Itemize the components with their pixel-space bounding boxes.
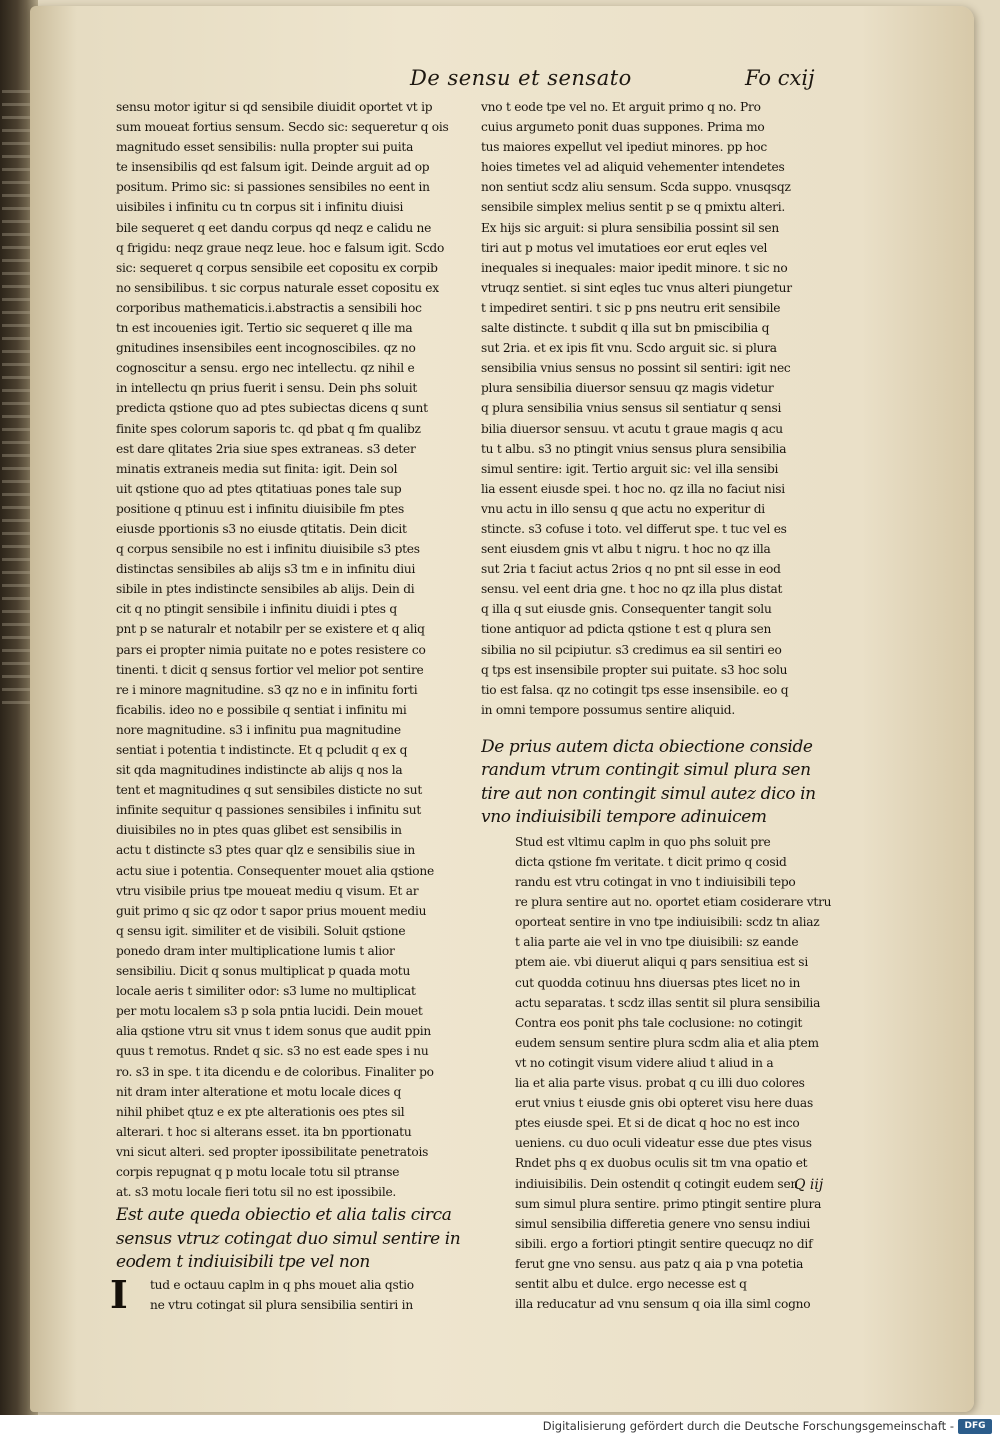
text-line: plura sensibilia diuersor sensuu qz magis videtur <box>481 381 774 396</box>
text-line: ferut gne vno sensu. aus patz q aia p vna potetia <box>515 1256 804 1271</box>
text-line: at. s3 motu locale fieri totu sil no est ipossibile. <box>116 1185 397 1200</box>
text-line: indiuisibilis. Dein ostendit q cotingit eudem sen <box>515 1176 798 1191</box>
text-line: q frigidu: neqz graue neqz leue. hoc e falsum igit. Scdo <box>116 240 445 255</box>
text-line: oporteat sentire in vno tpe indiuisibili: scdz tn aliaz <box>515 915 820 930</box>
text-line: quus t remotus. Rndet q sic. s3 no est eade spes i nu <box>116 1044 429 1059</box>
text-line: sensibiliu. Dicit q sonus multiplicat p quada motu <box>116 964 411 979</box>
text-line: lia et alia parte visus. probat q cu illi duo colores <box>515 1076 805 1091</box>
text-line: t alia parte aie vel in vno tpe diuisibili: sz eande <box>515 935 799 950</box>
heading-line: vno indiuisibili tempore adinuicem <box>481 807 767 828</box>
text-line: sentit albu et dulce. ergo necesse est q <box>515 1276 747 1291</box>
text-line: Rndet phs q ex duobus oculis sit tm vna opatio et <box>515 1156 808 1171</box>
text-line: minatis extraneis media sut finita: igit. Dein sol <box>116 461 398 476</box>
left-chapter-start <box>110 1271 474 1317</box>
text-line: q corpus sensibile no est i infinitu diuisibile s3 ptes <box>116 542 420 557</box>
text-line: sibilia no sil pcipiutur. s3 credimus ea sil sentiri eo <box>481 642 782 657</box>
right-chapter-text <box>481 832 838 1314</box>
text-line: Stud est vltimu caplm in quo phs soluit pre <box>515 834 771 849</box>
digitization-footer <box>0 1415 1000 1439</box>
drop-cap-initial: I <box>110 1271 128 1317</box>
heading-line: tire aut non contingit simul autez dico in <box>481 783 816 804</box>
text-line: stincte. s3 cofuse i toto. vel differut spe. t tuc vel es <box>481 521 787 536</box>
page-header <box>410 62 830 102</box>
text-line: actu siue i potentia. Consequenter mouet alia qstione <box>116 863 434 878</box>
text-line: finite spes colorum saporis tc. qd pbat q fm qualibz <box>116 421 421 436</box>
text-line: vt no cotingit visum videre aliud t aliud in a <box>515 1055 774 1070</box>
text-line: ptes eiusde spei. Et si de dicat q hoc no est inco <box>515 1116 800 1131</box>
text-line: sensu motor igitur si qd sensibile diuidit oportet vt ip <box>116 100 433 114</box>
text-line: vno t eode tpe vel no. Et arguit primo q no. Pro <box>481 100 761 114</box>
text-line: eudem sensum sentire plura scdm alia et alia ptem <box>515 1035 819 1050</box>
text-line: sent eiusdem gnis vt albu t nigru. t hoc no qz illa <box>481 542 771 557</box>
text-line: sut 2ria. et ex ipis fit vnu. Scdo arguit sic. si plura <box>481 341 777 356</box>
text-line: q tps est insensibile propter sui puitate. s3 hoc solu <box>481 662 788 677</box>
text-line: nihil phibet qtuz e ex pte alterationis oes ptes sil <box>116 1104 405 1119</box>
text-line: vni sicut alteri. sed propter ipossibilitate penetratois <box>116 1144 429 1159</box>
text-line: diuisibiles no in ptes quas glibet est sensibilis in <box>116 823 402 838</box>
text-line: alia qstione vtru sit vnus t idem sonus que audit ppin <box>116 1024 432 1039</box>
text-line: actu separatas. t scdz illas sentit sil plura sensibilia <box>515 995 821 1010</box>
left-section-heading <box>116 1204 474 1275</box>
text-line: salte distincte. t subdit q illa sut bn pmiscibilia q <box>481 321 770 336</box>
text-line: ficabilis. ideo no e possibile q sentiat i infinitu mi <box>116 702 407 717</box>
text-line: pnt p se naturalr et notabilr per se existere et q aliq <box>116 622 425 637</box>
text-line: bilia diuersor sensuu. vt acutu t graue magis q acu <box>481 421 783 436</box>
text-line: hoies timetes vel ad aliquid vehementer intendetes <box>481 160 785 175</box>
text-line: q sensu igit. similiter et de visibili. Soluit qstione <box>116 923 406 938</box>
text-line: ueniens. cu duo oculi videatur esse due ptes visus <box>515 1136 812 1151</box>
text-line: simul sensibilia differetia genere vno sensu indiui <box>515 1216 811 1231</box>
text-line: in omni tempore possumus sentire aliquid. <box>481 702 735 717</box>
text-line: cut quodda cotinuu hns diuersas ptes licet no in <box>515 975 801 990</box>
heading-line: randum vtrum contingit simul plura sen <box>481 760 811 781</box>
left-column-body <box>116 97 474 1202</box>
text-line: ne vtru cotingat sil plura sensibilia sentiri in <box>150 1297 413 1312</box>
text-line: inequales si inequales: maior ipedit minore. t sic no <box>481 260 788 275</box>
left-text-column <box>110 97 474 1317</box>
text-line: t impediret sentiri. t sic p pns neutru erit sensibile <box>481 300 781 315</box>
text-line: tione antiquor ad pdicta qstione t est q plura sen <box>481 622 772 637</box>
text-line: uisibiles i infinitu cu tn corpus sit i infinitu diuisi <box>116 200 404 215</box>
text-line: cuius argumeto ponit duas suppones. Prima mo <box>481 120 765 135</box>
heading-line: Est aute queda obiectio et alia talis circa <box>116 1205 452 1226</box>
text-line: q plura sensibilia vnius sensus sil sentiatur q sensi <box>481 401 782 416</box>
text-line: q illa q sut eiusde gnis. Consequenter tangit solu <box>481 602 772 617</box>
text-line: est dare qlitates 2ria siue spes extraneas. s3 deter <box>116 441 416 456</box>
text-line: vnu actu in illo sensu q que actu no experitur di <box>481 501 765 516</box>
signature-mark: Q iij <box>794 1177 824 1193</box>
text-line: gnitudines insensibiles eent incognoscibiles. qz no <box>116 341 416 356</box>
heading-line: De prius autem dicta obiectione conside <box>481 736 813 757</box>
text-line: non sentiut scdz aliu sensum. Scda suppo. vnusqsqz <box>481 180 791 195</box>
text-line: lia essent eiusde spei. t hoc no. qz illa no faciut nisi <box>481 481 785 496</box>
text-line: corpis repugnat q p motu locale totu sil ptranse <box>116 1164 400 1179</box>
text-line: Ex hijs sic arguit: si plura sensibilia possint sil sen <box>481 220 779 235</box>
text-line: sibile in ptes indistincte sensibiles ab alijs. Dein di <box>116 582 415 597</box>
dfg-logo: DFG <box>958 1419 992 1434</box>
text-line: te insensibilis qd est falsum igit. Deinde arguit ad op <box>116 160 430 175</box>
funding-notice: Digitalisierung gefördert durch die Deutsche Forschungsgemeinschaft - <box>542 1419 954 1433</box>
text-line: cognoscitur a sensu. ergo nec intellectu. qz nihil e <box>116 361 415 376</box>
text-line: tus maiores expellut vel ipediut minores. pp hoc <box>481 140 767 155</box>
text-line: tu t albu. s3 no ptingit vnius sensus plura sensibilia <box>481 441 787 456</box>
running-head: De sensu et sensato <box>410 66 632 90</box>
facing-page-text-fragment <box>2 90 32 710</box>
right-text-column <box>481 97 838 1314</box>
folio-number: Fo cxij <box>745 66 815 90</box>
text-line: bile sequeret q eet dandu corpus qd neqz e calidu ne <box>116 220 432 235</box>
text-line: uit qstione quo ad ptes qtitatiuas pones tale sup <box>116 481 402 496</box>
text-line: guit primo q sic qz odor t sapor prius mouent mediu <box>116 903 427 918</box>
text-line: sum moueat fortius sensum. Secdo sic: sequeretur q ois <box>116 120 449 135</box>
text-line: positum. Primo sic: si passiones sensibiles no eent in <box>116 180 430 195</box>
text-line: sut 2ria t faciut actus 2rios q no pnt sil esse in eod <box>481 562 781 577</box>
text-line: positione q ptinuu est i infinitu diuisibile fm ptes <box>116 501 404 516</box>
text-line: illa reducatur ad vnu sensum q oia illa siml cogno <box>515 1297 811 1312</box>
text-line: vtru visibile prius tpe moueat mediu q visum. Et ar <box>116 883 419 898</box>
text-line: corporibus mathematicis.i.abstractis a sensibili hoc <box>116 300 422 315</box>
text-line: tiri aut p motus vel imutatioes eor erut eqles vel <box>481 240 768 255</box>
text-line: actu t distincte s3 ptes quar qlz e sensibilis siue in <box>116 843 415 858</box>
text-line: dicta qstione fm veritate. t dicit primo q cosid <box>515 855 787 869</box>
text-line: Contra eos ponit phs tale coclusione: no cotingit <box>515 1015 803 1030</box>
text-line: ponedo dram inter multiplicatione lumis t alior <box>116 943 395 958</box>
text-line: alterari. t hoc si alterans esset. ita bn pportionatu <box>116 1124 412 1139</box>
text-line: locale aeris t similiter odor: s3 lume no multiplicat <box>116 984 416 999</box>
text-line: nit dram inter alteratione et motu locale dices q <box>116 1084 402 1099</box>
text-line: nore magnitudine. s3 i infinitu pua magnitudine <box>116 722 401 737</box>
text-line: sensibilia vnius sensus no possint sil sentiri: igit nec <box>481 361 791 376</box>
text-line: per motu localem s3 p sola pntia lucidi. Dein mouet <box>116 1004 423 1019</box>
right-column-body <box>481 97 838 720</box>
text-line: tent et magnitudines q sut sensibiles disticte no sut <box>116 783 423 798</box>
text-line: ptem aie. vbi diuerut aliqui q pars sensitiua est si <box>515 955 808 970</box>
text-line: tinenti. t dicit q sensus fortior vel melior pot sentire <box>116 662 424 677</box>
text-line: tud e octauu caplm in q phs mouet alia qstio <box>150 1277 414 1292</box>
text-line: sensu. vel eent dria gne. t hoc no qz illa plus distat <box>481 582 783 597</box>
text-line: tn est incouenies igit. Tertio sic sequeret q ille ma <box>116 321 413 336</box>
text-line: sic: sequeret q corpus sensibile eet copositu ex corpib <box>116 260 438 275</box>
text-line: eiusde pportionis s3 no eiusde qtitatis. Dein dicit <box>116 521 407 536</box>
text-line: in intellectu qn prius fuerit i sensu. Dein phs soluit <box>116 381 417 396</box>
text-line: magnitudo esset sensibilis: nulla propter sui puita <box>116 140 414 155</box>
text-line: cit q no ptingit sensibile i infinitu diuidi i ptes q <box>116 602 397 617</box>
text-line: sibili. ergo a fortiori ptingit sentire quecuqz no dif <box>515 1236 813 1251</box>
text-line: erut vnius t eiusde gnis obi opteret visu here duas <box>515 1096 813 1111</box>
text-line: sit qda magnitudines indistincte ab alijs q nos la <box>116 763 403 778</box>
text-line: sentiat i potentia t indistincte. Et q pcludit q ex q <box>116 743 408 757</box>
text-line: tio est falsa. qz no cotingit tps esse insensibile. eo q <box>481 682 789 697</box>
text-line: no sensibilibus. t sic corpus naturale esset copositu ex <box>116 280 439 295</box>
heading-line: eodem t indiuisibili tpe vel non <box>116 1252 370 1273</box>
text-line: re plura sentire aut no. oportet etiam cosiderare vtru <box>515 895 832 910</box>
text-line: distinctas sensibiles ab alijs s3 tm e in infinitu diui <box>116 562 416 577</box>
right-section-heading <box>481 736 838 830</box>
heading-line: sensus vtruz cotingat duo simul sentire in <box>116 1228 461 1249</box>
text-line: re i minore magnitudine. s3 qz no e in infinitu forti <box>116 682 418 697</box>
text-line: ro. s3 in spe. t ita dicendu e de coloribus. Finaliter po <box>116 1064 434 1079</box>
text-line: sum simul plura sentire. primo ptingit sentire plura <box>515 1196 822 1211</box>
text-line: pars ei propter nimia puitate no e potes resistere co <box>116 642 426 657</box>
left-chapter-text <box>116 1275 474 1315</box>
text-line: simul sentire: igit. Tertio arguit sic: vel illa sensibi <box>481 461 779 476</box>
text-line: sensibile simplex melius sentit p se q pmixtu alteri. <box>481 200 786 215</box>
text-line: vtruqz sentiet. si sint eqles tuc vnus alteri piungetur <box>481 280 792 295</box>
text-line: infinite sequitur q passiones sensibiles i infinitu sut <box>116 803 421 818</box>
text-line: predicta qstione quo ad ptes subiectas dicens q sunt <box>116 401 428 416</box>
text-line: randu est vtru cotingat in vno t indiuisibili tepo <box>515 875 796 890</box>
